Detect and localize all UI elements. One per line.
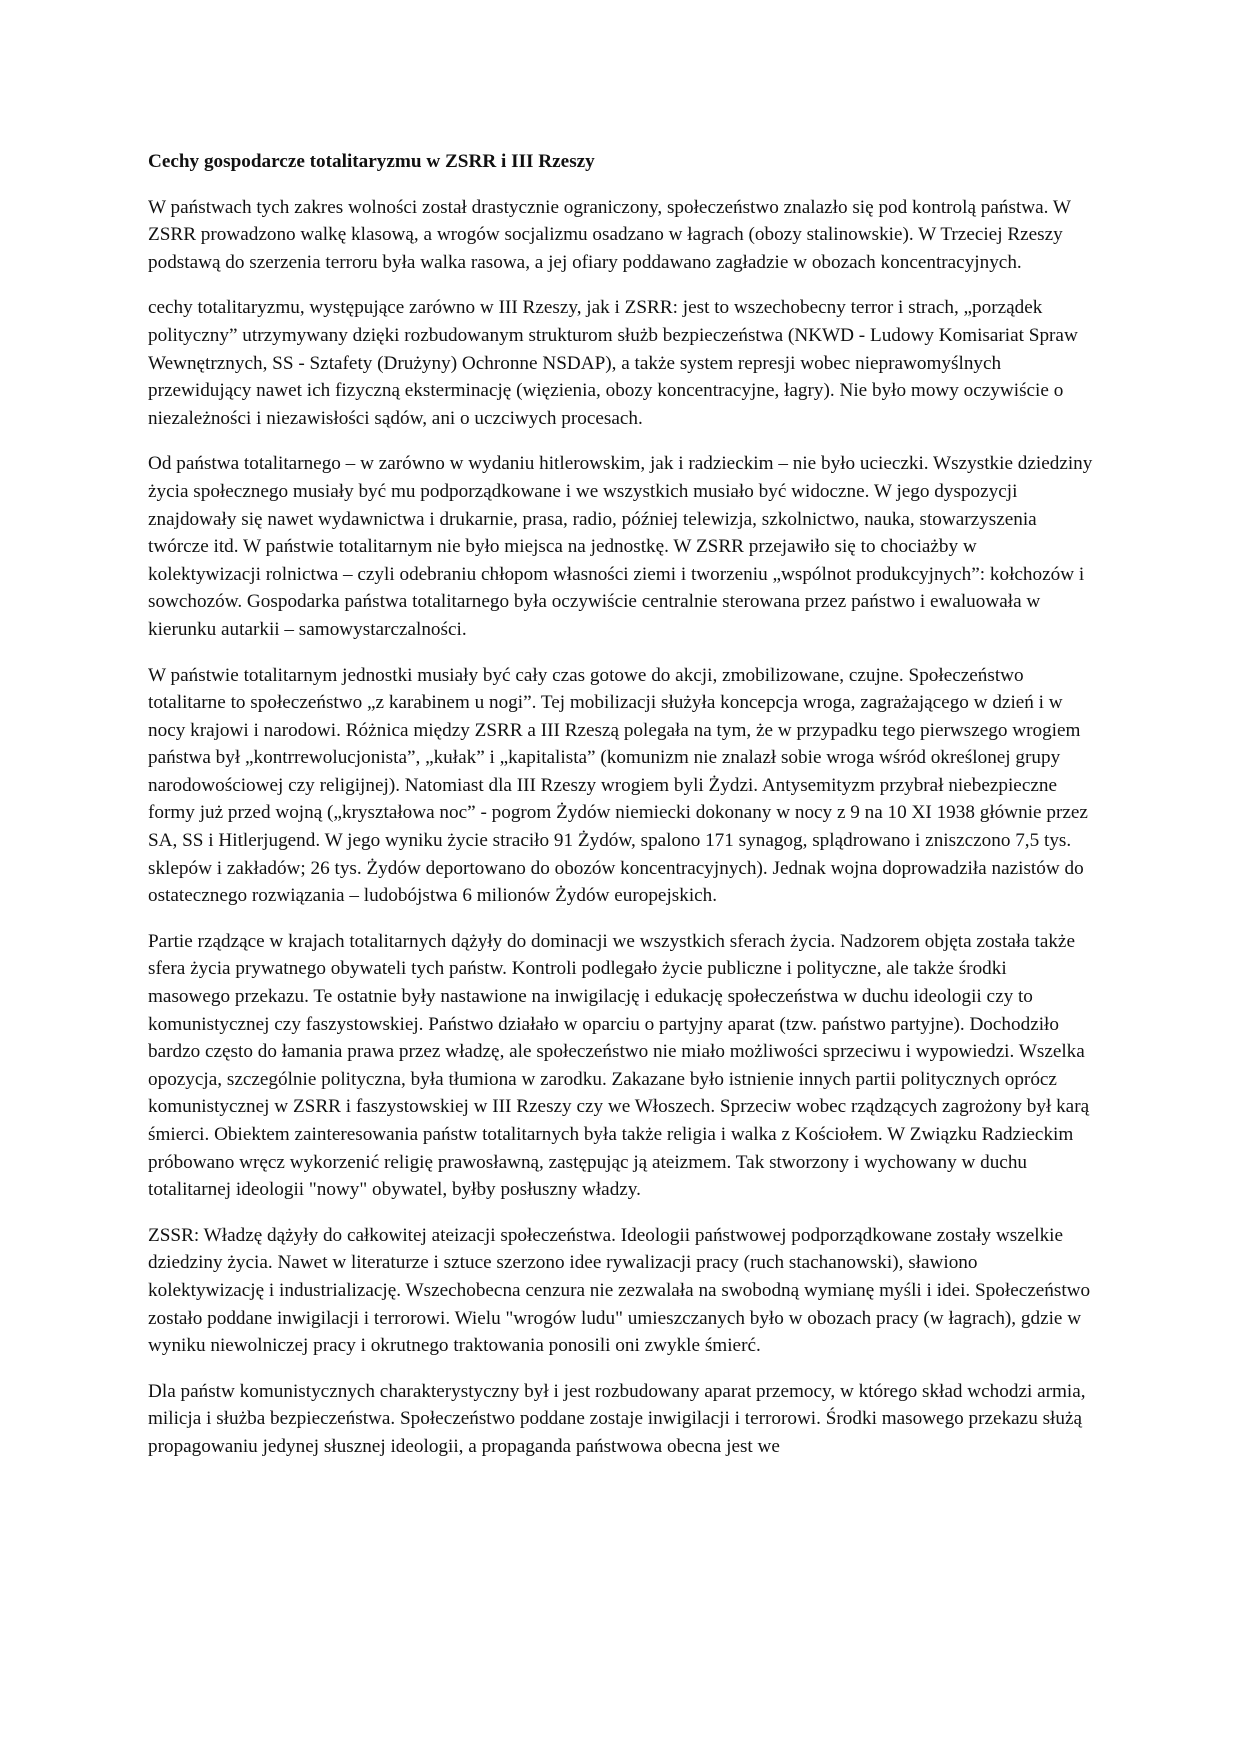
paragraph: Dla państw komunistycznych charakterystyczny był i jest rozbudowany aparat przemocy, w którego skład wchodzi armia, milicja i służba bezpieczeństwa. Społeczeństwo poddane zostaje inwigilacji i terrorowi. Środki masowego przekazu służą propagowaniu jedynej słusznej ideologii, a propaganda państwowa obecna jest we xyxy=(148,1380,1086,1457)
document-title: Cechy gospodarcze totalitaryzmu w ZSRR i III Rzeszy xyxy=(148,151,595,172)
document-body xyxy=(148,148,1093,1479)
paragraph: W państwie totalitarnym jednostki musiały być cały czas gotowe do akcji, zmobilizowane, czujne. Społeczeństwo totalitarne to społeczeństwo „z karabinem u nogi”. Tej mobilizacji służyła koncepcja wroga, zagrażającego w dzień i w nocy krajowi i narodowi. Różnica między ZSRR a III Rzeszą polegała na tym, że w przypadku tego pierwszego wrogiem państwa był „kontrrewolucjonista”, „kułak” i „kapitalista” (komunizm nie znalazł sobie wroga wśród określonej grupy narodowościowej czy religijnej). Natomiast dla III Rzeszy wrogiem byli Żydzi. Antysemityzm przybrał niebezpieczne formy już przed wojną („kryształowa noc” - pogrom Żydów niemiecki dokonany w nocy z 9 na 10 XI 1938 głównie przez SA, SS i Hitlerjugend. W jego wyniku życie straciło 91 Żydów, spalono 171 synagog, splądrowano i zniszczono 7,5 tys. sklepów i zakładów; 26 tys. Żydów deportowano do obozów koncentracyjnych). Jednak wojna doprowadziła nazistów do ostatecznego rozwiązania – ludobójstwa 6 milionów Żydów europejskich. xyxy=(148,664,1088,907)
paragraph: ZSSR: Władzę dążyły do całkowitej ateizacji społeczeństwa. Ideologii państwowej podporządkowane zostały wszelkie dziedziny życia. Nawet w literaturze i sztuce szerzono idee rywalizacji pracy (ruch stachanowski), sławiono kolektywizację i industrializację. Wszechobecna cenzura nie zezwalała na swobodną wymianę myśli i idei. Społeczeństwo zostało poddane inwigilacji i terrorowi. Wielu "wrogów ludu" umieszczanych było w obozach pracy (w łagrach), gdzie w wyniku niewolniczej pracy i okrutnego traktowania ponosili oni zwykle śmierć. xyxy=(148,1224,1091,1357)
paragraph: Partie rządzące w krajach totalitarnych dążyły do dominacji we wszystkich sferach życia. Nadzorem objęta została także sfera życia prywatnego obywateli tych państw. Kontroli podlegało życie publiczne i polityczne, ale także środki masowego przekazu. Te ostatnie były nastawione na inwigilację i edukację społeczeństwa w duchu ideologii czy to komunistycznej czy faszystowskiej. Państwo działało w oparciu o partyjny aparat (tzw. państwo partyjne). Dochodziło bardzo często do łamania prawa przez władzę, ale społeczeństwo nie miało możliwości sprzeciwu i wypowiedzi. Wszelka opozycja, szczególnie polityczna, była tłumiona w zarodku. Zakazane było istnienie innych partii politycznych oprócz komunistycznej w ZSRR i faszystowskiej w III Rzeszy czy we Włoszech. Sprzeciw wobec rządzących zagrożony był karą śmierci. Obiektem zainteresowania państw totalitarnych była także religia i walka z Kościołem. W Związku Radzieckim próbowano wręcz wykorzenić religię prawosławną, zastępując ją ateizmem. Tak stworzony i wychowany w duchu totalitarnej ideologii "nowy" obywatel, byłby posłuszny władzy. xyxy=(148,930,1090,1201)
paragraph: Od państwa totalitarnego – w zarówno w wydaniu hitlerowskim, jak i radzieckim – nie było ucieczki. Wszystkie dziedziny życia społecznego musiały być mu podporządkowane i we wszystkich musiało być widoczne. W jego dyspozycji znajdowały się nawet wydawnictwa i drukarnie, prasa, radio, później telewizja, szkolnictwo, nauka, stowarzyszenia twórcze itd. W państwie totalitarnym nie było miejsca na jednostkę. W ZSRR przejawiło się to chociażby w kolektywizacji rolnictwa – czyli odebraniu chłopom własności ziemi i tworzeniu „wspólnot produkcyjnych”: kołchozów i sowchozów. Gospodarka państwa totalitarnego była oczywiście centralnie sterowana przez państwo i ewaluowała w kierunku autarkii – samowystarczalności. xyxy=(148,453,1093,640)
paragraph: W państwach tych zakres wolności został drastycznie ograniczony, społeczeństwo znalazło się pod kontrolą państwa. W ZSRR prowadzono walkę klasową, a wrogów socjalizmu osadzano w łagrach (obozy stalinowskie). W Trzeciej Rzeszy podstawą do szerzenia terroru była walka rasowa, a jej ofiary poddawano zagładzie w obozach koncentracyjnych. xyxy=(148,196,1071,273)
paragraph: cechy totalitaryzmu, występujące zarówno w III Rzeszy, jak i ZSRR: jest to wszechobecny terror i strach, „porządek polityczny” utrzymywany dzięki rozbudowanym strukturom służb bezpieczeństwa (NKWD - Ludowy Komisariat Spraw Wewnętrznych, SS - Sztafety (Drużyny) Ochronne NSDAP), a także system represji wobec nieprawomyślnych przewidujący nawet ich fizyczną eksterminację (więzienia, obozy koncentracyjne, łagry). Nie było mowy oczywiście o niezależności i niezawisłości sądów, ani o uczciwych procesach. xyxy=(148,297,1078,429)
